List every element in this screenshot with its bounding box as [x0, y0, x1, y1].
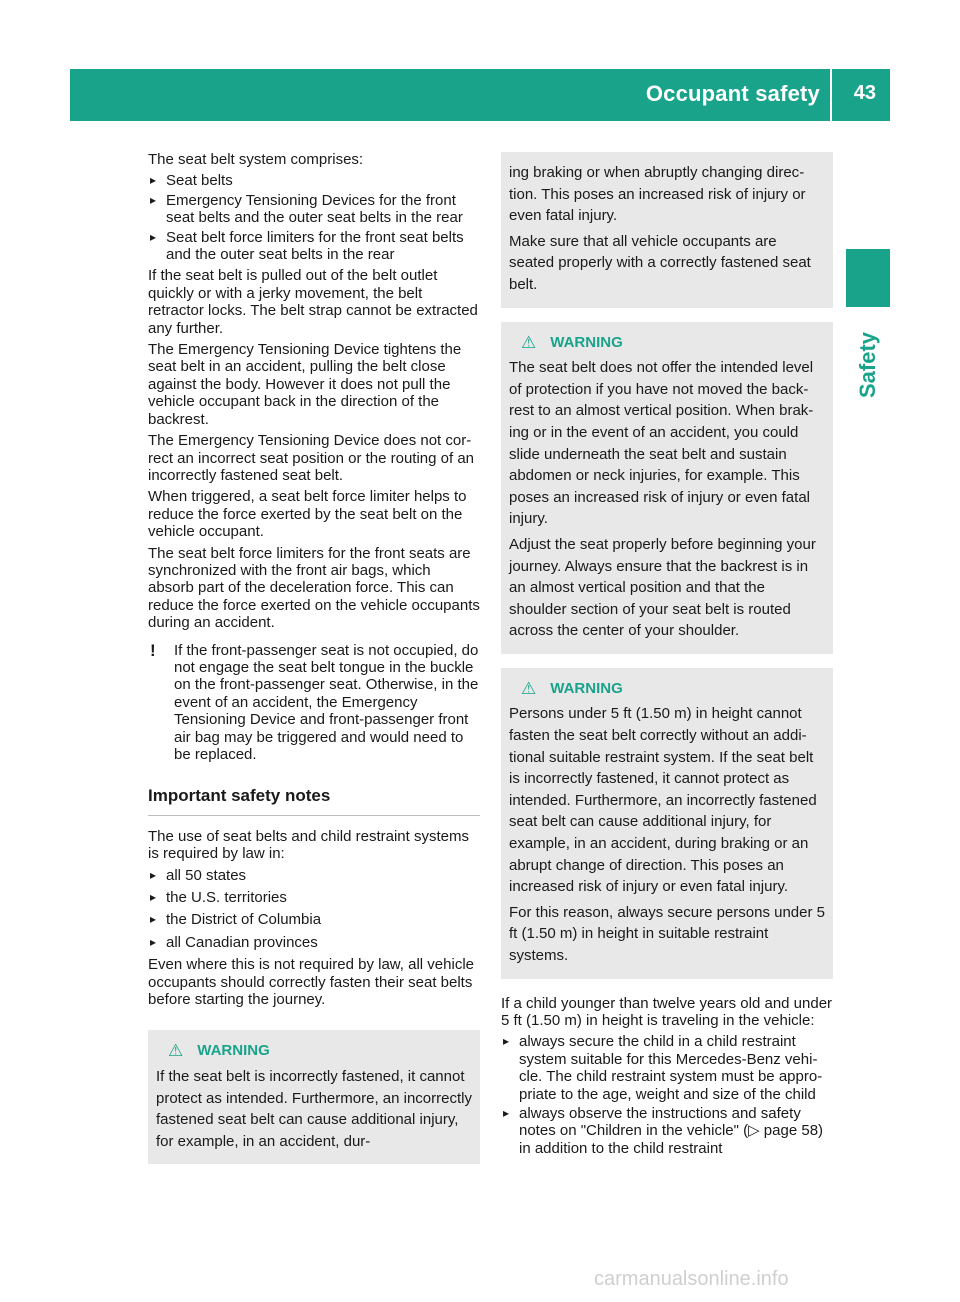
section-label-text: Safety	[855, 331, 880, 399]
child-list	[501, 1033, 833, 1157]
warning-label: WARNING	[550, 333, 623, 351]
paragraph: The Emergency Tensioning Device does not correct an incorrect seat position or the routing of an incorrectly fastened seat belt.	[148, 432, 475, 484]
warning-text: For this reason, always secure persons under 5 ft (1.50 m) in height in suitable restraint systems.	[509, 903, 825, 964]
warning-box	[148, 1030, 480, 1164]
warning-text: ing braking or when abruptly changing direction. This poses an increased risk of injury or even fatal injury.	[509, 164, 806, 225]
warning-box	[501, 668, 833, 979]
warning-box-continued	[501, 152, 833, 308]
warning-triangle-icon: ⚠	[521, 332, 537, 352]
list-item: ▸ Emergency Tensioning Devices for the front seat belts and the outer seat belts in the rear	[148, 192, 480, 227]
note-text: If the front-passenger seat is not occupied, do not engage the seat belt tongue in the buckle on the front-passenger seat. Otherwise, in the event of an accident, the Emergency Tensioning Device and front-passenger front air bag may be triggered and would need to be replaced.	[174, 641, 479, 763]
warning-header	[509, 332, 825, 354]
warning-box	[501, 322, 833, 654]
paragraph: Even where this is not required by law, all vehicle occupants should correctly fasten their seat belts before starting the journey.	[148, 956, 475, 1009]
list-item: ▸ Seat belts	[148, 172, 480, 189]
components-list	[148, 172, 480, 263]
list-item: ▸ the District of Columbia	[148, 911, 480, 928]
intro-text: The seat belt system comprises:	[148, 151, 364, 168]
section-label	[846, 320, 890, 410]
law-list	[148, 867, 480, 952]
list-item: ▸ all Canadian provinces	[148, 934, 480, 951]
chapter-title: Occupant safety	[645, 81, 820, 106]
list-item: ▸ always secure the child in a child restraint system suitable for this Mercedes-Benz vehicle. The child restraint system must be appropriate to the age, weight and size of the child	[501, 1033, 833, 1103]
list-item: ▸ always observe the instructions and safety notes on "Children in the vehicle" (▷ page 58) in addition to the child restraint	[501, 1105, 833, 1157]
paragraph: If a child younger than twelve years old and under 5 ft (1.50 m) in height is traveling in the vehicle:	[501, 994, 833, 1029]
exclamation-icon: !	[150, 640, 156, 660]
right-column	[501, 152, 833, 1161]
warning-text: Persons under 5 ft (1.50 m) in height cannot fasten the seat belt correctly without an additional suitable restraint system. If the seat belt is incorrectly fastened, it cannot protect as intended. Furthermore, an incorrectly fastened seat belt can cause additional injury, for example, in an accident, during braking or an abrupt change of direction. This poses an increased risk of injury or even fatal injury.	[509, 705, 817, 896]
paragraph: When triggered, a seat belt force limiter helps to reduce the force exerted by the seat belt on the vehicle occupant.	[148, 488, 467, 541]
warning-text: Adjust the seat properly before beginning your journey. Always ensure that the backrest is in an almost vertical position and that the shoulder section of your seat belt is routed across the center of your shoulder.	[509, 535, 816, 640]
warning-text: Make sure that all vehicle occupants are seated properly with a correctly fastened seat belt.	[509, 232, 811, 293]
section-tab	[846, 249, 890, 307]
paragraph: If the seat belt is pulled out of the belt outlet quickly or with a jerky movement, the belt retractor locks. The belt strap cannot be extracted any further.	[148, 267, 478, 337]
paragraph: The seat belt force limiters for the front seats are synchronized with the front air bags, which absorb part of the deceleration force. This can reduce the force exerted on the vehicle occupants during an accident.	[148, 544, 480, 632]
warning-text: The seat belt does not offer the intended level of protection if you have not moved the backrest to an almost vertical position. When braking or in the event of an accident, you could slide underneath the seat belt and sustain abdomen or neck injuries, for example. This poses an increased risk of injury or even fatal injury.	[509, 359, 814, 528]
page-number: 43	[853, 82, 876, 104]
section-heading: Important safety notes	[148, 787, 480, 815]
warning-label: WARNING	[197, 1042, 270, 1060]
paragraph: The Emergency Tensioning Device tightens the seat belt in an accident, pulling the belt close against the body. However it does not pull the vehicle occupant back in the direction of the backrest.	[148, 341, 462, 428]
warning-triangle-icon: ⚠	[521, 678, 537, 698]
note-block	[148, 642, 480, 764]
page-header	[70, 69, 890, 121]
warning-text: If the seat belt is incorrectly fastened, it cannot protect as intended. Furthermore, an incorrectly fastened seat belt can cause additional injury, for example, in an accident, dur-	[156, 1068, 472, 1150]
warning-label: WARNING	[550, 679, 623, 697]
header-divider	[830, 69, 832, 121]
watermark: carmanualsonline.info	[594, 1268, 789, 1290]
warning-header	[156, 1040, 472, 1062]
warning-header	[509, 678, 825, 700]
paragraph: The use of seat belts and child restraint systems is required by law in:	[148, 827, 469, 863]
list-item: ▸ the U.S. territories	[148, 889, 480, 906]
left-column	[148, 151, 480, 1164]
list-item: ▸ Seat belt force limiters for the front seat belts and the outer seat belts in the rear	[148, 229, 480, 264]
warning-triangle-icon: ⚠	[168, 1041, 184, 1061]
section-body	[148, 828, 480, 1009]
list-item: ▸ all 50 states	[148, 867, 480, 884]
child-section	[501, 995, 833, 1158]
